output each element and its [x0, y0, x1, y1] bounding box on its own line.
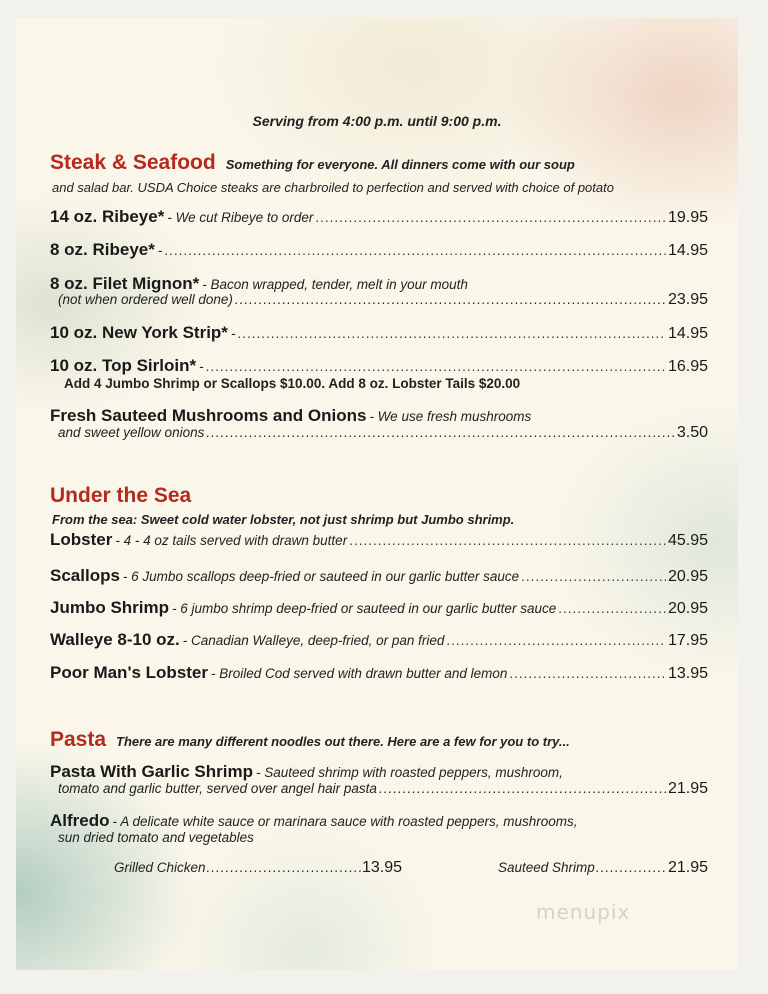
item-desc: - We use fresh mushrooms	[369, 409, 532, 424]
choice-price: 13.95	[361, 859, 402, 876]
section-title-steak	[50, 151, 575, 175]
menu-item	[50, 566, 708, 586]
item-name: Pasta With Garlic Shrimp	[50, 762, 253, 781]
item-name: 10 oz. Top Sirloin*	[50, 356, 197, 375]
leader-dots	[349, 533, 666, 548]
leader-dots	[207, 860, 361, 875]
leader-dots	[237, 326, 666, 341]
item-desc: -	[199, 359, 204, 374]
item-price: 13.95	[667, 665, 708, 682]
item-price: 14.95	[667, 325, 708, 342]
menu-item-cont	[58, 780, 708, 798]
section-title-pasta	[50, 728, 570, 752]
leader-dots	[206, 425, 675, 440]
item-name: 8 oz. Ribeye*	[50, 240, 155, 259]
item-desc: - Canadian Walleye, deep-fried, or pan fried	[182, 633, 445, 648]
menu-page	[16, 18, 738, 970]
item-price: 20.95	[667, 568, 708, 585]
item-name: Alfredo	[50, 811, 110, 830]
leader-dots	[206, 359, 666, 374]
item-price: 20.95	[667, 600, 708, 617]
item-name: Fresh Sauteed Mushrooms and Onions	[50, 406, 367, 425]
menu-item	[50, 323, 708, 343]
section-tagline-sea: From the sea: Sweet cold water lobster, not just shrimp but Jumbo shrimp.	[52, 512, 515, 527]
item-desc-cont: (not when ordered well done)	[58, 292, 233, 307]
leader-dots	[509, 666, 666, 681]
item-name: 8 oz. Filet Mignon*	[50, 274, 200, 293]
menu-item	[50, 630, 708, 650]
section-note-steak: and salad bar. USDA Choice steaks are charbroiled to perfection and served with choice of potato	[52, 180, 614, 195]
item-desc: - Bacon wrapped, tender, melt in your mouth	[202, 277, 468, 292]
item-desc: - Broiled Cod served with drawn butter and lemon	[211, 666, 508, 681]
menu-item	[50, 406, 708, 426]
item-desc: - We cut Ribeye to order	[167, 210, 314, 225]
item-price: 17.95	[667, 632, 708, 649]
watermark-logo: menupix	[536, 900, 631, 924]
item-desc: - 6 Jumbo scallops deep-fried or sauteed in our garlic butter sauce	[122, 569, 520, 584]
serving-hours: Serving from 4:00 p.m. until 9:00 p.m.	[252, 113, 502, 129]
leader-dots	[521, 569, 666, 584]
item-desc-cont: sun dried tomato and vegetables	[58, 830, 254, 845]
item-desc: - A delicate white sauce or marinara sauce with roasted peppers, mushrooms,	[112, 814, 578, 829]
item-price: 14.95	[667, 242, 708, 259]
item-price: 19.95	[667, 209, 708, 226]
item-name: Walleye 8-10 oz.	[50, 630, 180, 649]
menu-item	[50, 663, 708, 683]
section-title-pasta-text: Pasta	[50, 728, 107, 751]
pasta-choice	[498, 859, 708, 877]
menu-item	[50, 207, 708, 227]
section-tagline-pasta: There are many different noodles out there. Here are a few for you to try...	[116, 734, 570, 749]
item-price: 45.95	[667, 532, 708, 549]
item-name: 10 oz. New York Strip*	[50, 323, 228, 342]
item-name: 14 oz. Ribeye*	[50, 207, 165, 226]
leader-dots	[315, 210, 666, 225]
item-desc-cont: tomato and garlic butter, served over angel hair pasta	[58, 781, 377, 796]
leader-dots	[164, 243, 666, 258]
menu-item	[50, 598, 708, 618]
item-name: Scallops	[50, 566, 120, 585]
choice-label: Grilled Chicken	[114, 860, 206, 875]
item-name: Poor Man's Lobster	[50, 663, 209, 682]
leader-dots	[446, 633, 666, 648]
item-desc-cont: and sweet yellow onions	[58, 425, 205, 440]
item-price: 3.50	[676, 424, 708, 441]
choice-price: 21.95	[667, 859, 708, 876]
item-desc: - 6 jumbo shrimp deep-fried or sauteed in our garlic butter sauce	[172, 601, 557, 616]
menu-item-cont	[58, 830, 708, 845]
item-desc: -	[230, 326, 236, 341]
menu-item-cont	[58, 291, 708, 309]
leader-dots	[558, 601, 666, 616]
choice-label: Sauteed Shrimp	[498, 860, 595, 875]
menu-item-cont	[58, 424, 708, 442]
item-name: Lobster	[50, 530, 113, 549]
item-price: 23.95	[667, 291, 708, 308]
menu-item	[50, 762, 708, 782]
addon-note: Add 4 Jumbo Shrimp or Scallops $10.00. Add 8 oz. Lobster Tails $20.00	[64, 376, 521, 391]
item-name: Jumbo Shrimp	[50, 598, 170, 617]
menu-item	[50, 356, 708, 376]
item-desc: - 4 - 4 oz tails served with drawn butter	[115, 533, 348, 548]
leader-dots	[235, 292, 666, 307]
section-title-steak-text: Steak & Seafood	[50, 151, 216, 174]
item-desc: - Sauteed shrimp with roasted peppers, mushroom,	[255, 765, 563, 780]
menu-item	[50, 240, 708, 260]
menu-item	[50, 811, 708, 831]
section-tagline-steak: Something for everyone. All dinners come with our soup	[225, 157, 575, 172]
section-title-sea: Under the Sea	[50, 484, 192, 507]
leader-dots	[596, 860, 667, 875]
item-desc: -	[157, 243, 163, 258]
leader-dots	[379, 781, 666, 796]
item-price: 16.95	[667, 358, 708, 375]
item-price: 21.95	[667, 780, 708, 797]
pasta-choice	[114, 859, 402, 877]
menu-item	[50, 530, 708, 550]
